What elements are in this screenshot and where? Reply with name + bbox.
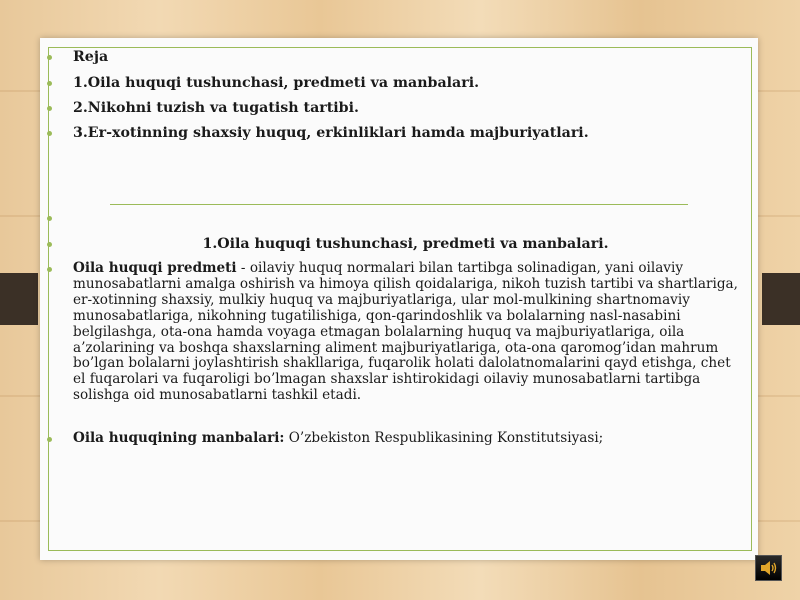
right-decor-tab xyxy=(762,273,800,325)
bullet-icon xyxy=(47,216,52,221)
bullet-icon xyxy=(47,267,52,272)
section-divider xyxy=(110,204,688,205)
section-title-item xyxy=(73,236,738,253)
section-title: 1.Oila huquqi tushunchasi, predmeti va manbalari. xyxy=(202,236,609,252)
agenda-item-1 xyxy=(73,75,738,92)
agenda-item-label: 3.Er-xotinning shaxsiy huquq, erkinliklari hamda majburiyatlari. xyxy=(73,125,589,141)
bullet-icon xyxy=(47,242,52,247)
slide xyxy=(40,38,758,560)
bullet-icon xyxy=(47,437,52,442)
left-decor-tab xyxy=(0,273,38,325)
agenda-heading: Reja xyxy=(73,49,109,65)
sources-term: Oila huquqining manbalari: xyxy=(73,430,285,446)
agenda-item-2 xyxy=(73,100,738,117)
sources-text: O’zbekiston Respublikasining Konstitutsiyasi; xyxy=(284,430,604,446)
speaker-icon-graphic xyxy=(756,556,781,580)
speaker-icon[interactable] xyxy=(755,555,782,581)
bullet-icon xyxy=(47,55,52,60)
agenda-item-label: 2.Nikohni tuzish va tugatish tartibi. xyxy=(73,100,359,116)
agenda-item-3 xyxy=(73,125,738,142)
bullet-icon xyxy=(47,106,52,111)
subject-term: Oila huquqi predmeti xyxy=(73,260,237,276)
sources-paragraph xyxy=(73,431,738,447)
subject-paragraph xyxy=(73,261,738,404)
agenda-heading-item xyxy=(73,49,738,66)
bullet-icon xyxy=(47,131,52,136)
agenda-item-label: 1.Oila huquqi tushunchasi, predmeti va manbalari. xyxy=(73,75,480,91)
subject-text: - oilaviy huquq normalari bilan tartibga solinadigan, yani oilaviy munosabatlarni amalga oshirish va himoya qilish qoidalariga, nikoh tuzish tartibi va shartlariga, er-xotinning shaxsiy, mulkiy huquq va majburiyatlariga, ular mol-mulkining shartnomaviy munosabatlariga, nikohning tugatilishiga, qon-qarindoshlik va bolalarning nasl-nasabini belgilashga, ota-ona hamda voyaga etmagan bolalarning huquq va majburiyatlariga, oila a’zolarining va boshqa shaxslarning aliment majburiyatlariga, ota-ona qaromog’idan mahrum bo’lgan bolalarni joylashtirish shakllariga, fuqarolik holati dalolatnomalarini qayd etishga, chet el fuqarolari va fuqaroligi bo’lmagan shaxslar ishtirokidagi oilaviy munosabatlarni tartibga solishga oid munosabatlarni tashkil etadi. xyxy=(73,260,738,404)
bullet-icon xyxy=(47,81,52,86)
